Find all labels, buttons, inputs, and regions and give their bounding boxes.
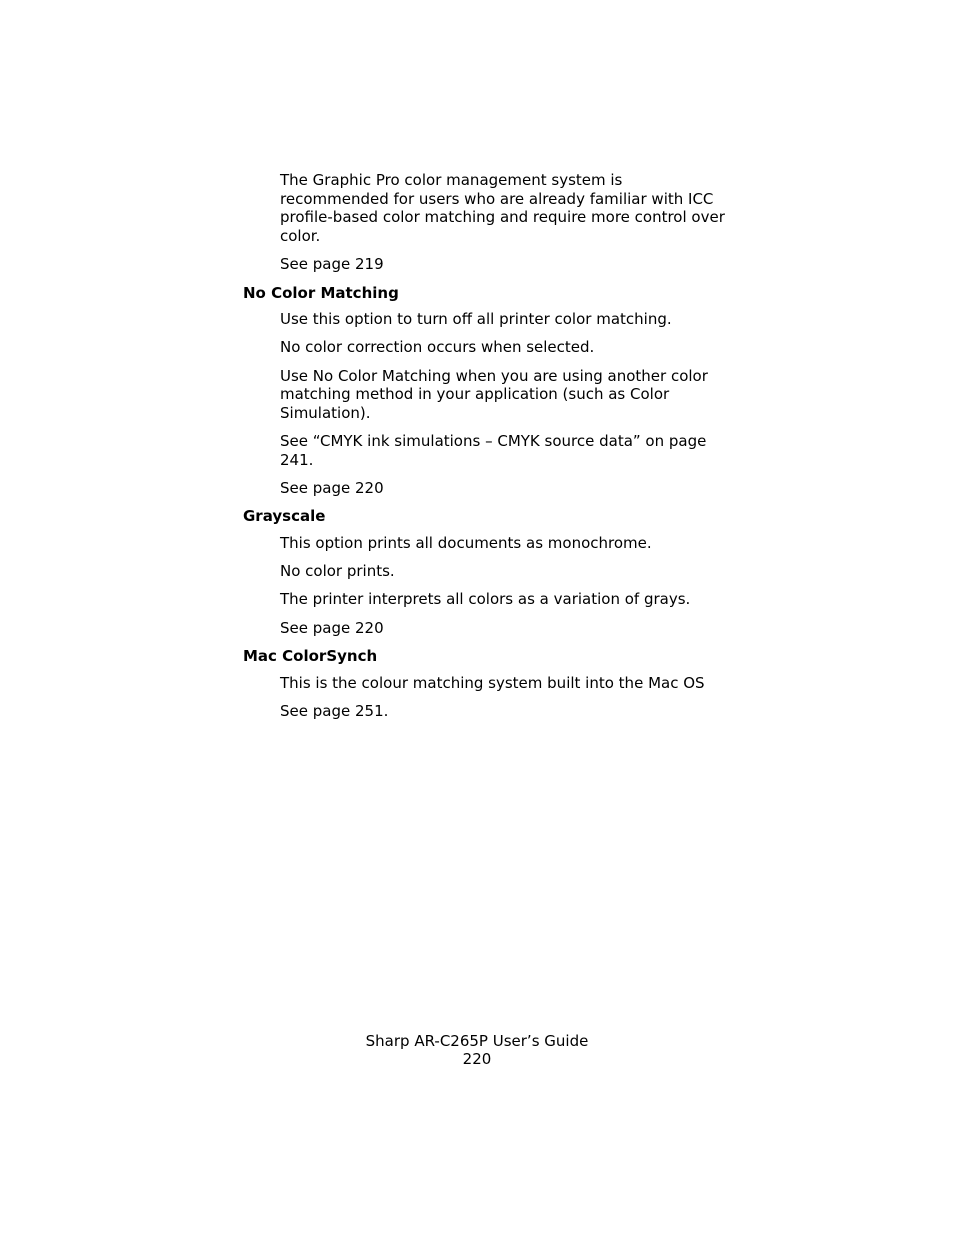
grayscale-page-ref: See page 220 (280, 618, 384, 637)
no-color-matching-heading: No Color Matching (243, 283, 399, 302)
grayscale-heading: Grayscale (243, 507, 326, 526)
no-color-matching-desc-1: Use this option to turn off all printer color matching. (280, 310, 672, 329)
footer-page-number: 220 (462, 1050, 492, 1068)
mac-colorsynch-page-ref: See page 251. (280, 701, 389, 720)
no-color-matching-cmyk-ref: See “CMYK ink simulations – CMYK source data” on page 241. (280, 432, 707, 469)
no-color-matching-page-ref: See page 220 (280, 479, 384, 498)
graphic-pro-description: The Graphic Pro color management system is recommended for users who are already familiar with ICC profile-based color matching and require more control over color. (280, 171, 725, 246)
grayscale-desc-1: This option prints all documents as monochrome. (280, 534, 652, 553)
grayscale-desc-2: No color prints. (280, 562, 395, 581)
no-color-matching-desc-2: No color correction occurs when selected. (280, 338, 595, 357)
grayscale-desc-3: The printer interprets all colors as a variation of grays. (280, 590, 691, 609)
graphic-pro-page-ref: See page 219 (280, 255, 384, 274)
mac-colorsynch-desc: This is the colour matching system built into the Mac OS (280, 673, 705, 692)
document-body (243, 171, 743, 730)
mac-colorsynch-heading: Mac ColorSynch (243, 646, 378, 665)
footer-guide-title: Sharp AR-C265P User’s Guide (365, 1032, 589, 1050)
page-footer (0, 1032, 954, 1068)
no-color-matching-desc-3: Use No Color Matching when you are using another color matching method in your application (such as Color Simulation). (280, 366, 708, 423)
